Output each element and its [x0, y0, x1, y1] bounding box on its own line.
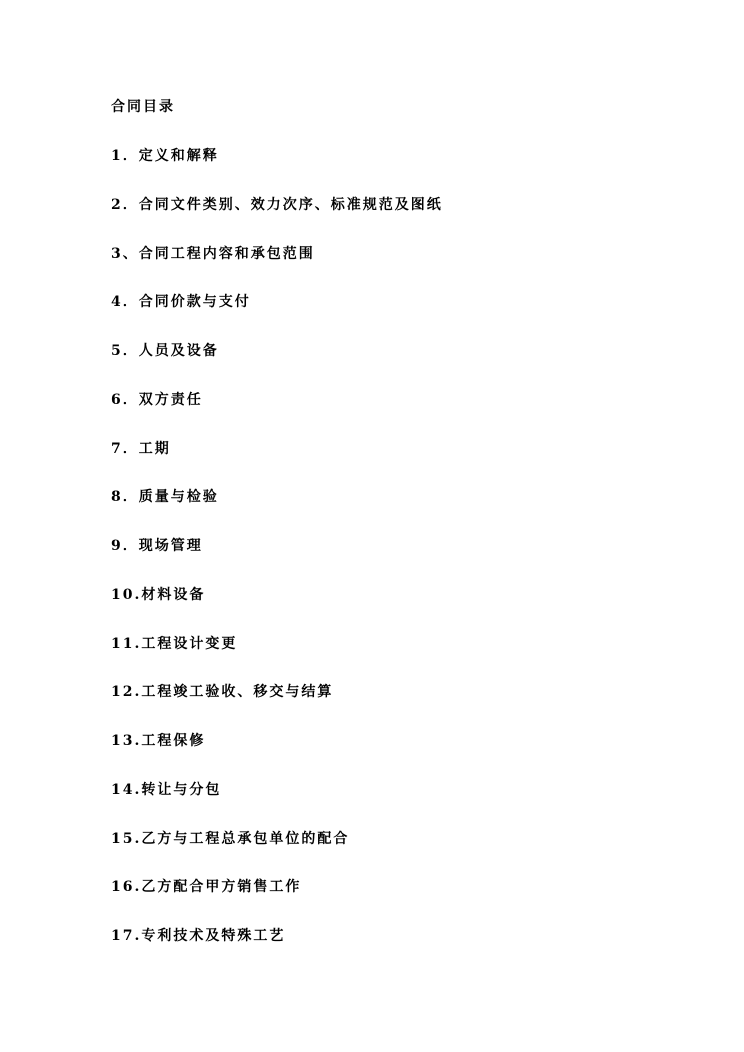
toc-item-13: 13.工程保修 [111, 733, 206, 749]
toc-item-15: 15.乙方与工程总承包单位的配合 [111, 830, 350, 847]
toc-item-5: 5．人员及设备 [111, 343, 219, 359]
table-of-contents [111, 146, 443, 975]
toc-item-17: 17.专利技术及特殊工艺 [111, 928, 286, 944]
document-title: 合同目录 [111, 99, 175, 115]
toc-item-1: 1．定义和解释 [111, 148, 219, 164]
toc-item-3: 3、合同工程内容和承包范围 [111, 245, 315, 262]
toc-item-6: 6．双方责任 [111, 391, 203, 408]
toc-item-16: 16.乙方配合甲方销售工作 [111, 879, 302, 896]
toc-item-11: 11.工程设计变更 [111, 635, 238, 652]
toc-item-9: 9．现场管理 [111, 538, 203, 554]
toc-item-10: 10.材料设备 [111, 586, 206, 603]
toc-item-4: 4．合同价款与支付 [111, 294, 251, 311]
toc-item-7: 7．工期 [111, 440, 171, 457]
toc-item-8: 8．质量与检验 [111, 489, 219, 506]
toc-item-2: 2．合同文件类别、效力次序、标准规范及图纸 [111, 196, 443, 213]
toc-item-12: 12.工程竣工验收、移交与结算 [111, 684, 334, 701]
toc-item-14: 14.转让与分包 [111, 781, 222, 798]
